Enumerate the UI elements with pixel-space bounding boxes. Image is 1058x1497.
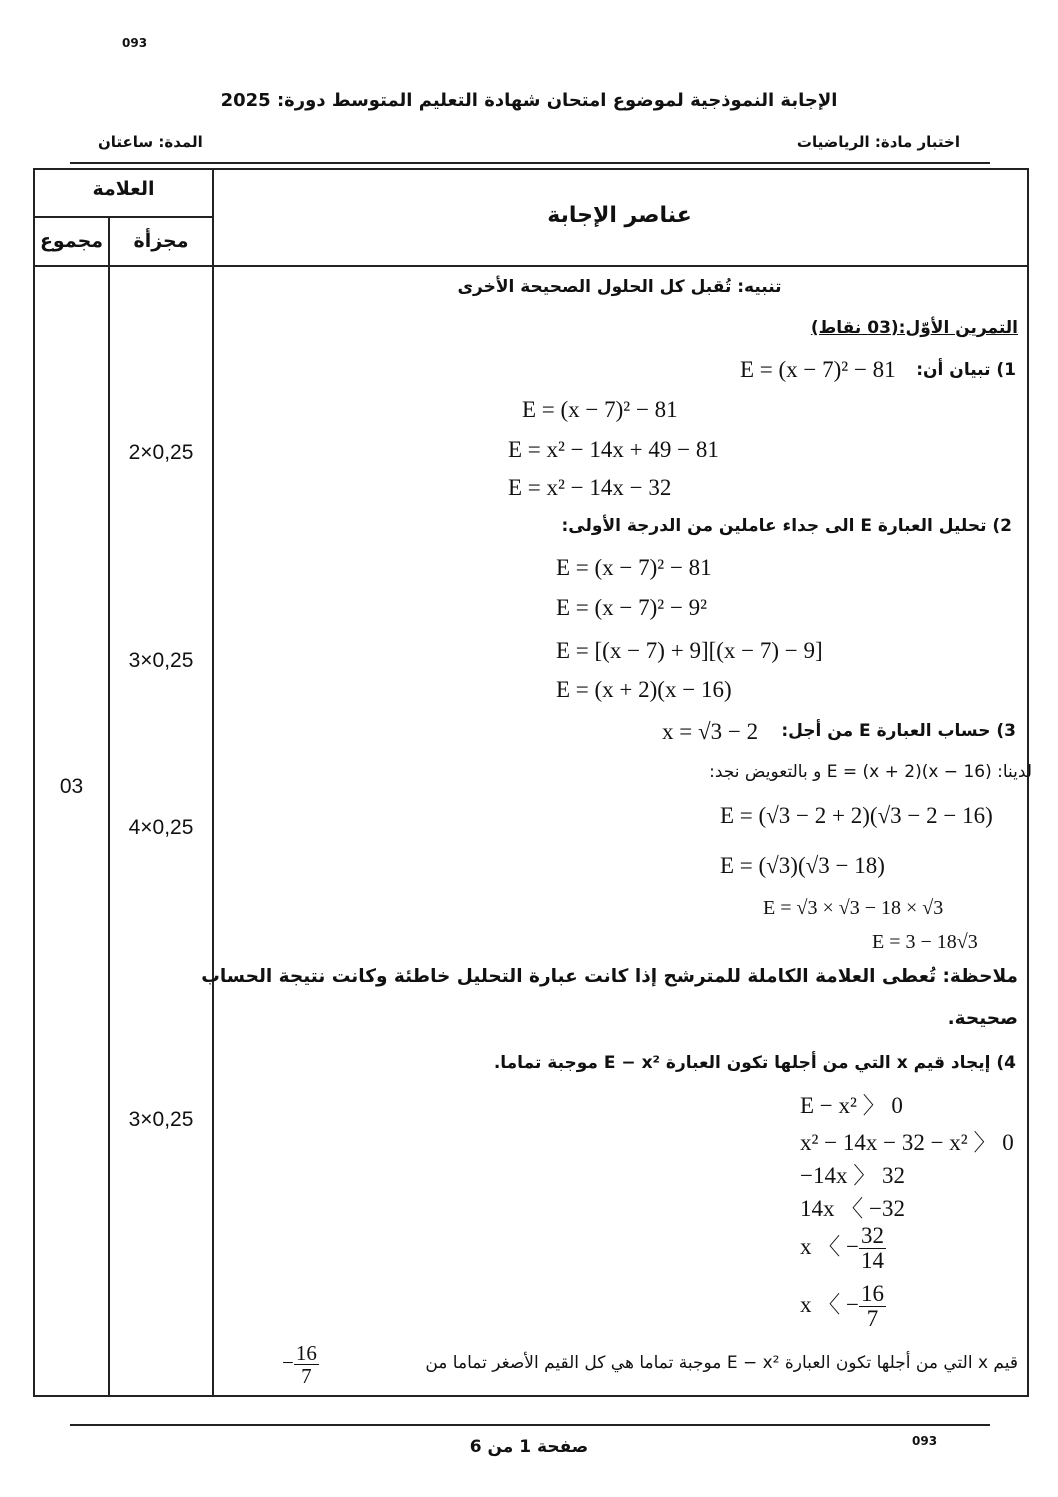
divider — [70, 162, 990, 164]
code-bottom: 093 — [912, 1434, 938, 1448]
note-line-1: ملاحظة: تُعطى العلامة الكاملة للمترشح إذا كانت عبارة التحليل خاطئة وكانت نتيجة الحساب — [201, 966, 1018, 987]
exercise-title: التمرين الأوّل:(03 نقاط) — [810, 318, 1018, 338]
math-step: 14x 〈 −32 — [800, 1196, 905, 1221]
partial-mark: 3×0,25 — [128, 1108, 194, 1131]
note-line-2: صحيحة. — [947, 1008, 1018, 1029]
question-3: 3) حساب العبارة E من أجل: — [781, 721, 1016, 741]
q1-expression: E = (x − 7)² − 81 — [740, 357, 896, 382]
math-step: E = (√3 − 2 + 2)(√3 − 2 − 16) — [720, 803, 993, 828]
math-step: −14x 〉 32 — [800, 1163, 905, 1188]
numerator: 32 — [860, 1223, 884, 1248]
total-header: مجموع — [39, 230, 104, 252]
math-step: E = x² − 14x − 32 — [508, 475, 672, 500]
denominator: 7 — [301, 1364, 312, 1389]
math-step: E = (x − 7)² − 9² — [556, 595, 708, 620]
marks-header: العلامة — [92, 178, 155, 200]
q3-value: x = √3 − 2 — [662, 719, 759, 744]
partial-mark: 4×0,25 — [128, 816, 194, 839]
divider — [70, 1424, 990, 1426]
answer-header: عناصر الإجابة — [547, 203, 692, 228]
math-step: E − x² 〉 0 — [800, 1093, 903, 1118]
duration: المدة: ساعتان — [98, 133, 203, 151]
subject: اختبار مادة: الرياضيات — [796, 133, 960, 151]
math-step: E = (x + 2)(x − 16) — [556, 677, 732, 702]
fraction-prefix: x 〈 − — [800, 1233, 859, 1259]
divider — [212, 168, 214, 1395]
math-step: E = [(x − 7) + 9][(x − 7) − 9] — [556, 638, 823, 663]
partial-mark: 3×0,25 — [128, 649, 194, 672]
divider — [108, 216, 110, 1395]
question-2: 2) تحليل العبارة E الى جداء عاملين من الدرجة الأولى: — [561, 516, 1012, 536]
math-step: x² − 14x − 32 − x² 〉 0 — [800, 1130, 1014, 1155]
page-number: صفحة 1 من 6 — [469, 1437, 589, 1457]
math-step: E = (x − 7)² − 81 — [522, 397, 678, 422]
math-step: E = (√3)(√3 − 18) — [720, 853, 885, 878]
denominator: 7 — [866, 1306, 879, 1332]
question-4: 4) إيجاد قيم x التي من أجلها تكون العبارة E − x² موجبة تماما. — [493, 1053, 1016, 1073]
fraction-prefix: x 〈 − — [800, 1291, 859, 1317]
denominator: 14 — [860, 1248, 884, 1274]
numerator: 16 — [295, 1341, 317, 1365]
q3-intro: لدينا: E = (x + 2)(x − 16) و بالتعويض نجد: — [709, 762, 1032, 782]
fraction-prefix: − — [282, 1350, 294, 1375]
question-1: 1) تبيان أن: — [916, 360, 1016, 380]
total-mark: 03 — [59, 775, 84, 798]
notice: تنبيه: تُقبل كل الحلول الصحيحة الأخرى — [457, 277, 782, 297]
math-step: E = x² − 14x + 49 − 81 — [508, 437, 719, 462]
conclusion-fraction — [282, 1342, 319, 1387]
math-step: E = √3 × √3 − 18 × √3 — [763, 897, 944, 919]
code-top: 093 — [122, 36, 148, 50]
divider — [33, 265, 1027, 267]
partial-mark: 2×0,25 — [128, 441, 194, 464]
page-title: الإجابة النموذجية لموضوع امتحان شهادة التعليم المتوسط دورة: 2025 — [220, 90, 838, 111]
partial-header: مجزأة — [133, 230, 189, 252]
divider — [33, 216, 213, 218]
math-step: E = (x − 7)² − 81 — [556, 555, 712, 580]
math-step-fraction — [800, 1224, 886, 1273]
conclusion: قيم x التي من أجلها تكون العبارة E − x² موجبة تماما هي كل القيم الأصغر تماما من — [425, 1353, 1018, 1373]
math-step-fraction — [800, 1282, 886, 1331]
numerator: 16 — [860, 1281, 884, 1306]
math-step: E = 3 − 18√3 — [872, 931, 978, 953]
